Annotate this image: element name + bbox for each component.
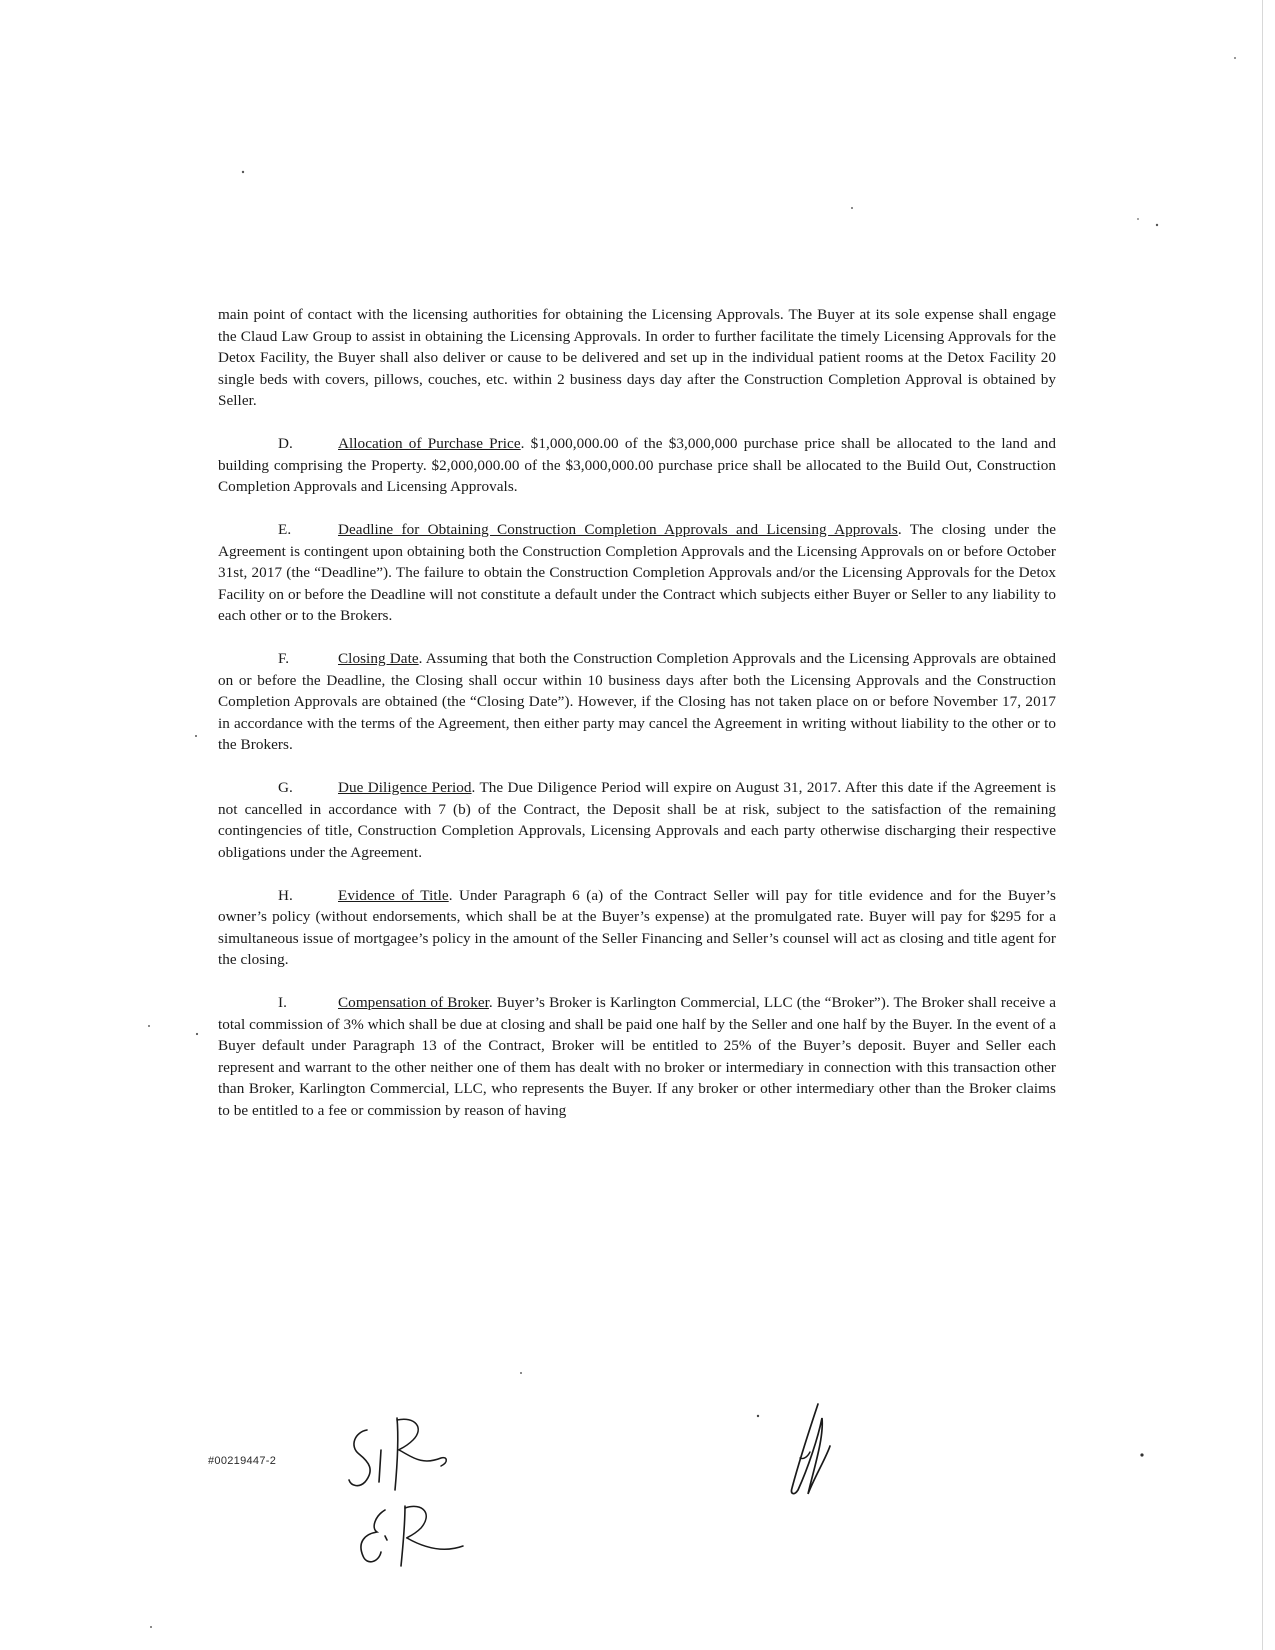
section-i-letter: I. bbox=[278, 994, 287, 1011]
section-d-heading: Allocation of Purchase Price bbox=[338, 435, 521, 452]
section-i-text: . Buyer’s Broker is Karlington Commercial, LLC (the “Broker”). The Broker shall receive a total commission of 3% which shall be due at closing and shall be paid one half by the Seller and one half by the Buyer. In the event of a Buyer default under Paragraph 13 of the Contract, Broker will be entitled to 25% of the Buyer’s deposit. Buyer and Seller each represent and warrant to the other neither one of them has dealt with no broker or intermediary in connection with this transaction other than Broker, Karlington Commercial, LLC, who represents the Buyer. If any broker or other intermediary other than the Broker claims to be entitled to a fee or commission by reason of having bbox=[218, 994, 1056, 1119]
section-e bbox=[218, 519, 1056, 627]
document-footer-id: #00219447-2 bbox=[208, 1455, 277, 1467]
section-g-text: . The Due Diligence Period will expire on August 31, 2017. After this date if the Agreement is not cancelled in accordance with 7 (b) of the Contract, the Deposit shall be at risk, subject to the satisfaction of the remaining contingencies of title, Construction Completion Approvals, Licensing Approvals and each party otherwise discharging their respective obligations under the Agreement. bbox=[218, 779, 1056, 861]
section-e-heading: Deadline for Obtaining Construction Completion Approvals and Licensing Approvals bbox=[338, 521, 898, 538]
section-i-heading: Compensation of Broker bbox=[338, 994, 489, 1011]
section-d bbox=[218, 433, 1056, 498]
section-h-text: . Under Paragraph 6 (a) of the Contract Seller will pay for title evidence and for the Buyer’s owner’s policy (without endorsements, which shall be at the Buyer’s expense) at the promulgated rate. Buyer will pay for $295 for a simultaneous issue of mortgagee’s policy in the amount of the Seller Financing and Seller’s counsel will act as closing and title agent for the closing. bbox=[218, 886, 1056, 968]
section-g-heading: Due Diligence Period bbox=[338, 779, 472, 796]
section-h-heading: Evidence of Title bbox=[338, 886, 449, 904]
body-text bbox=[218, 304, 1056, 1143]
intro-paragraph: main point of contact with the licensing authorities for obtaining the Licensing Approvals. The Buyer at its sole expense shall engage the Claud Law Group to assist in obtaining the Licensing Approvals. In order to further facilitate the timely Licensing Approvals for the Detox Facility, the Buyer shall also deliver or cause to be delivered and set up in the individual patient rooms at the Detox Facility 20 single beds with covers, pillows, couches, etc. within 2 business days day after the Construction Completion Approval is obtained by Seller. bbox=[218, 306, 1056, 409]
section-f-text: . Assuming that both the Construction Completion Approvals and the Licensing Approvals are obtained on or before the Deadline, the Closing shall occur within 10 business days after both the Licensing Approvals and the Construction Completion Approvals are obtained (the “Closing Date”). However, if the Closing has not taken place on or before November 17, 2017 in accordance with the terms of the Agreement, then either party may cancel the Agreement in writing without liability to the other or to the Brokers. bbox=[218, 650, 1056, 753]
section-d-text: . $1,000,000.00 of the $3,000,000 purchase price shall be allocated to the land and building comprising the Property. $2,000,000.00 of the $3,000,000.00 purchase price shall be allocated to the Build Out, Construction Completion Approvals and Licensing Approvals. bbox=[218, 435, 1056, 495]
initials-signature-left bbox=[345, 1410, 485, 1610]
section-h-letter: H. bbox=[278, 886, 293, 904]
section-e-text: . The closing under the Agreement is contingent upon obtaining both the Construction Completion Approvals and the Licensing Approvals on or before October 31st, 2017 (the “Deadline”). The failure to obtain the Construction Completion Approvals and/or the Licensing Approvals for the Detox Facility on or before the Deadline will not constitute a default under the Contract which subjects either Buyer or Seller to any liability to each other or to the Brokers. bbox=[218, 521, 1057, 624]
section-g-letter: G. bbox=[278, 779, 293, 796]
section-h bbox=[218, 885, 1056, 971]
initials-signature-right bbox=[770, 1398, 860, 1508]
section-d-letter: D. bbox=[278, 435, 293, 452]
section-g bbox=[218, 777, 1056, 863]
section-i bbox=[218, 992, 1056, 1121]
section-f-heading: Closing Date bbox=[338, 650, 419, 667]
section-f bbox=[218, 648, 1056, 756]
section-f-letter: F. bbox=[278, 650, 290, 667]
section-e-letter: E. bbox=[278, 521, 292, 538]
